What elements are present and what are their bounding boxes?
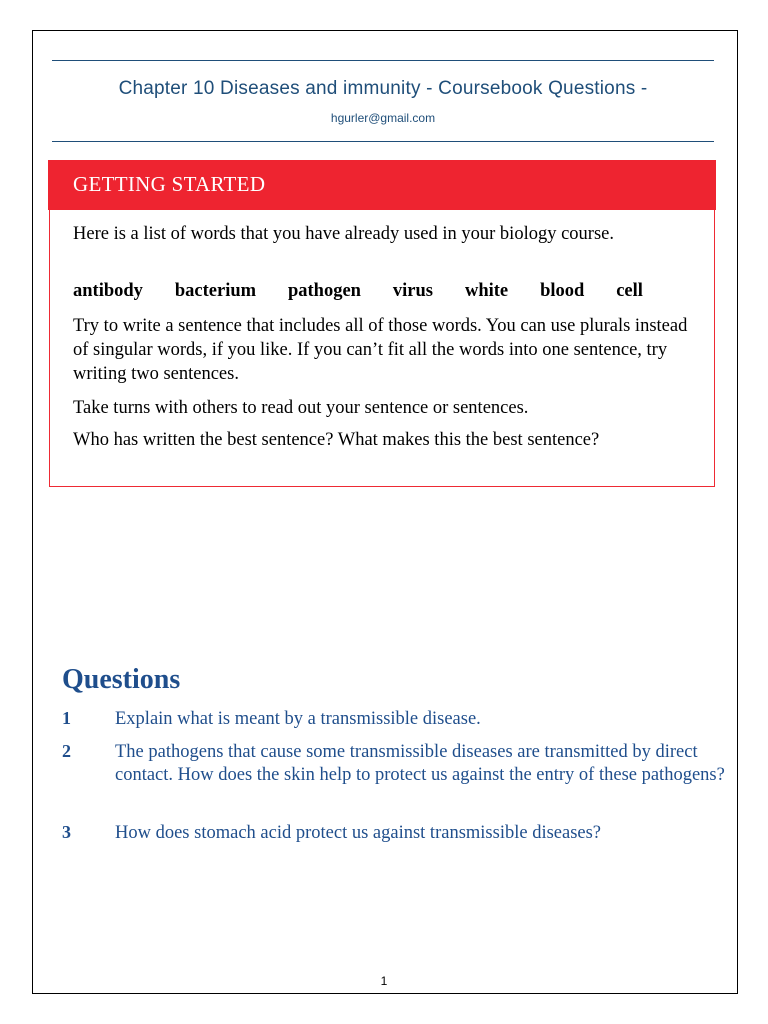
page-title: Chapter 10 Diseases and immunity - Coursebook Questions - <box>118 78 648 99</box>
question-number: 2 <box>62 741 71 761</box>
word-item: antibody <box>73 281 143 301</box>
question-number: 1 <box>62 708 71 728</box>
page-number: 1 <box>380 974 388 988</box>
word-item: pathogen <box>287 281 361 301</box>
word-item: white <box>464 281 509 301</box>
getting-started-intro: Here is a list of words that you have already used in your biology course. <box>73 224 614 244</box>
word-item: virus <box>392 281 434 301</box>
question-text: How does stomach acid protect us against transmissible diseases? <box>115 823 602 843</box>
questions-heading: Questions <box>62 664 181 695</box>
word-item: blood <box>540 281 585 301</box>
getting-started-instruction: Try to write a sentence that includes all of those words. You can use plurals instead of singular words, if you like. If you can’t fit all the words into one sentence, try writing two sentences. <box>73 316 688 384</box>
getting-started-title: GETTING STARTED <box>73 172 266 196</box>
word-item: bacterium <box>174 281 257 301</box>
getting-started-take-turns: Take turns with others to read out your sentence or sentences. <box>73 398 529 418</box>
getting-started-question: Who has written the best sentence? What makes this the best sentence? <box>73 430 600 450</box>
question-text: The pathogens that cause some transmissible diseases are transmitted by direct contact. How does the skin help to protect us against the entry of these pathogens? <box>115 742 725 785</box>
question-text: Explain what is meant by a transmissible disease. <box>115 709 481 729</box>
author-email: hgurler@gmail.com <box>330 111 436 125</box>
header-rule-top <box>52 60 714 61</box>
header-rule-bottom <box>52 141 714 142</box>
word-list <box>73 281 643 302</box>
question-number: 3 <box>62 822 71 842</box>
word-item: cell <box>616 281 643 301</box>
